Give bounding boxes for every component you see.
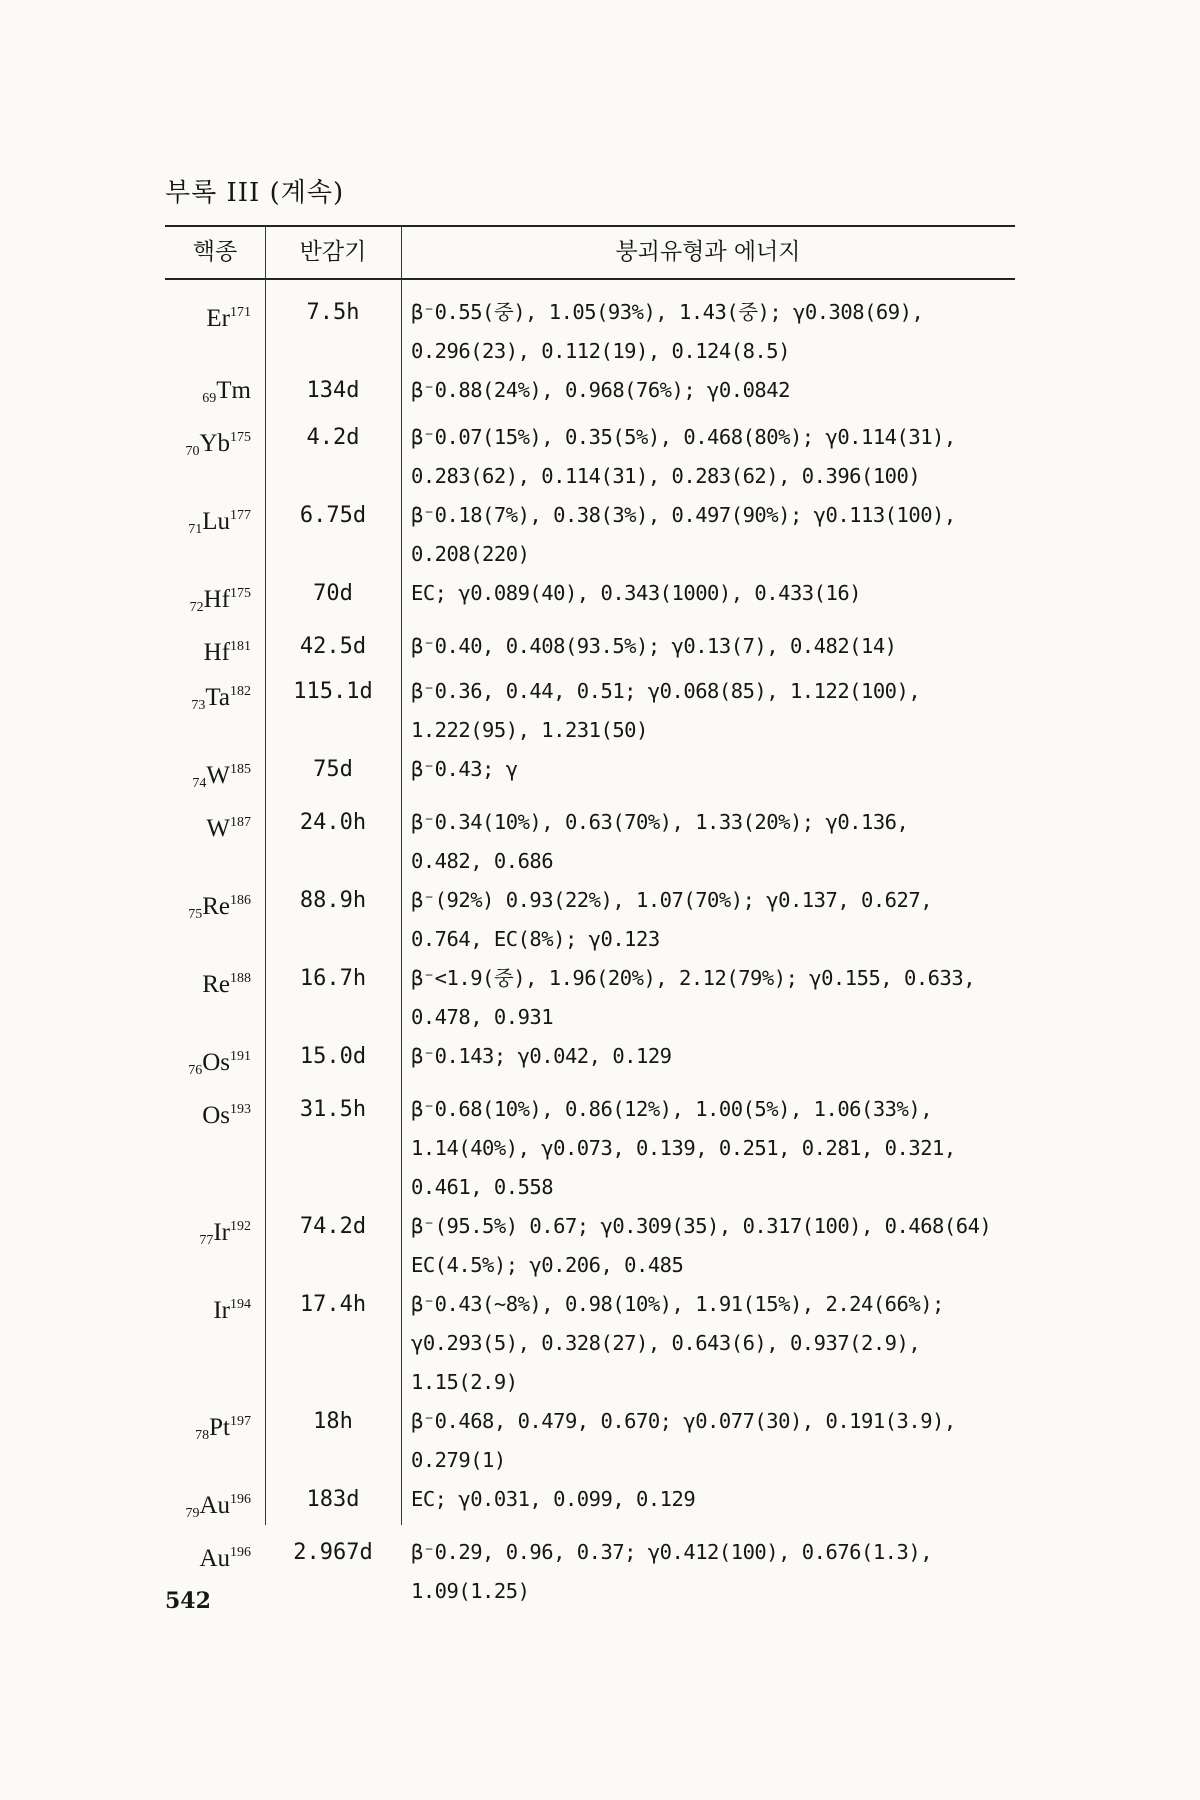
decay-cell	[401, 1533, 1015, 1611]
half-life-cell: 88.9h	[299, 888, 367, 913]
table-row	[165, 1402, 1015, 1480]
atomic-number: 76	[188, 1063, 203, 1078]
atomic-number: 72	[189, 600, 204, 615]
half-life-cell: 4.2d	[306, 425, 360, 450]
decay-cell	[401, 1402, 1015, 1480]
decay-cell	[401, 1480, 1015, 1519]
element-symbol: Ir	[213, 1297, 230, 1324]
table-row	[165, 627, 1015, 672]
decay-line: β⁻0.18(7%), 0.38(3%), 0.497(90%); γ0.113(100),	[411, 503, 956, 527]
half-life-cell: 7.5h	[306, 300, 360, 325]
element-symbol: Pt	[209, 1414, 230, 1441]
decay-cell	[401, 1285, 1015, 1402]
table-header-rule	[165, 278, 1015, 280]
column-header-nuclide: 핵종	[192, 239, 238, 265]
column-header-half-life: 반감기	[299, 239, 367, 265]
page-number: 542	[165, 1588, 211, 1614]
mass-number: 193	[230, 1102, 251, 1117]
decay-cell	[401, 750, 1015, 789]
decay-line: β⁻0.143; γ0.042, 0.129	[411, 1044, 672, 1068]
element-symbol: Hf	[203, 639, 230, 666]
element-symbol: Os	[202, 1049, 230, 1076]
half-life-cell: 74.2d	[299, 1214, 367, 1239]
half-life-cell: 70d	[313, 581, 353, 606]
decay-line: 0.482, 0.686	[411, 849, 554, 873]
decay-line: EC(4.5%); γ0.206, 0.485	[411, 1253, 684, 1277]
atomic-number: 73	[191, 698, 206, 713]
table-row	[165, 293, 1015, 371]
nuclide-cell	[165, 496, 265, 549]
decay-line: 0.208(220)	[411, 542, 530, 566]
table-row	[165, 672, 1015, 750]
mass-number: 186	[230, 893, 251, 908]
half-life-cell: 134d	[306, 378, 360, 403]
table-row	[165, 1285, 1015, 1402]
nuclide-cell	[165, 959, 265, 1004]
table-row	[165, 574, 1015, 627]
table-row	[165, 371, 1015, 418]
element-symbol: Os	[202, 1102, 230, 1129]
decay-cell	[401, 959, 1015, 1037]
element-symbol: W	[206, 762, 230, 789]
decay-line: 1.14(40%), γ0.073, 0.139, 0.251, 0.281, 0.321,	[411, 1136, 956, 1160]
element-symbol: Ir	[213, 1219, 230, 1246]
nuclide-cell	[165, 1480, 265, 1533]
half-life-cell: 42.5d	[299, 634, 367, 659]
table-row	[165, 959, 1015, 1037]
column-header-decay: 붕괴유형과 에너지	[615, 239, 801, 265]
decay-line: EC; γ0.031, 0.099, 0.129	[411, 1487, 696, 1511]
element-symbol: W	[206, 815, 230, 842]
decay-line: β⁻0.468, 0.479, 0.670; γ0.077(30), 0.191(3.9),	[411, 1409, 956, 1433]
decay-line: 0.296(23), 0.112(19), 0.124(8.5)	[411, 339, 790, 363]
mass-number: 171	[230, 305, 251, 320]
half-life-cell: 15.0d	[299, 1044, 367, 1069]
decay-line: 0.478, 0.931	[411, 1005, 554, 1029]
atomic-number: 70	[185, 444, 200, 459]
decay-line: 1.09(1.25)	[411, 1579, 530, 1603]
mass-number: 191	[230, 1049, 251, 1064]
decay-line: 0.764, EC(8%); γ0.123	[411, 927, 660, 951]
decay-cell	[401, 496, 1015, 574]
mass-number: 188	[230, 971, 251, 986]
decay-cell	[401, 881, 1015, 959]
nuclide-cell	[165, 371, 265, 418]
decay-line: 0.461, 0.558	[411, 1175, 554, 1199]
mass-number: 194	[230, 1297, 251, 1312]
nuclide-cell	[165, 750, 265, 803]
half-life-cell: 2.967d	[293, 1540, 373, 1565]
mass-number: 175	[230, 586, 251, 601]
table-row	[165, 750, 1015, 803]
decay-cell	[401, 371, 1015, 410]
half-life-cell: 115.1d	[293, 679, 373, 704]
decay-line: β⁻0.88(24%), 0.968(76%); γ0.0842	[411, 378, 790, 402]
decay-cell	[401, 574, 1015, 613]
decay-line: β⁻0.36, 0.44, 0.51; γ0.068(85), 1.122(100),	[411, 679, 921, 703]
decay-line: 1.222(95), 1.231(50)	[411, 718, 648, 742]
element-symbol: Er	[206, 305, 230, 332]
decay-cell	[401, 1037, 1015, 1076]
half-life-cell: 31.5h	[299, 1097, 367, 1122]
half-life-cell: 18h	[313, 1409, 353, 1434]
nuclide-cell	[165, 803, 265, 848]
table-row	[165, 1480, 1015, 1533]
nuclide-cell	[165, 574, 265, 627]
decay-cell	[401, 627, 1015, 666]
mass-number: 197	[230, 1414, 251, 1429]
table-top-rule	[165, 225, 1015, 227]
nuclide-cell	[165, 1037, 265, 1090]
decay-line: β⁻0.43; γ	[411, 757, 518, 781]
mass-number: 177	[230, 508, 251, 523]
half-life-cell: 17.4h	[299, 1292, 367, 1317]
element-symbol: Hf	[203, 586, 230, 613]
table-row	[165, 418, 1015, 496]
table-row	[165, 881, 1015, 959]
decay-line: β⁻0.68(10%), 0.86(12%), 1.00(5%), 1.06(33%),	[411, 1097, 933, 1121]
nuclide-cell	[165, 672, 265, 725]
atomic-number: 75	[188, 907, 203, 922]
half-life-cell: 183d	[306, 1487, 360, 1512]
atomic-number: 78	[195, 1428, 210, 1443]
half-life-cell: 6.75d	[299, 503, 367, 528]
mass-number: 182	[230, 684, 251, 699]
half-life-cell: 75d	[313, 757, 353, 782]
decay-cell	[401, 293, 1015, 371]
atomic-number: 69	[202, 391, 217, 406]
decay-line: EC; γ0.089(40), 0.343(1000), 0.433(16)	[411, 581, 861, 605]
decay-cell	[401, 803, 1015, 881]
mass-number: 192	[230, 1219, 251, 1234]
decay-line: β⁻0.34(10%), 0.63(70%), 1.33(20%); γ0.136,	[411, 810, 909, 834]
mass-number: 196	[230, 1492, 251, 1507]
table-row	[165, 803, 1015, 881]
table-row	[165, 1533, 1015, 1611]
mass-number: 196	[230, 1545, 251, 1560]
nuclide-cell	[165, 1207, 265, 1260]
element-symbol: Ta	[205, 684, 230, 711]
decay-line: 0.279(1)	[411, 1448, 506, 1472]
decay-cell	[401, 418, 1015, 496]
atomic-number: 77	[199, 1233, 214, 1248]
nuclide-cell	[165, 418, 265, 471]
element-symbol: Lu	[202, 508, 230, 535]
half-life-cell: 16.7h	[299, 966, 367, 991]
element-symbol: Au	[199, 1492, 230, 1519]
decay-cell	[401, 1207, 1015, 1285]
half-life-cell: 24.0h	[299, 810, 367, 835]
nuclide-cell	[165, 293, 265, 338]
decay-cell	[401, 672, 1015, 750]
decay-line: β⁻0.43(~8%), 0.98(10%), 1.91(15%), 2.24(66%);	[411, 1292, 944, 1316]
atomic-number: 79	[185, 1506, 200, 1521]
atomic-number: 74	[192, 776, 207, 791]
nuclide-cell	[165, 881, 265, 934]
decay-cell	[401, 1090, 1015, 1207]
decay-line: β⁻0.29, 0.96, 0.37; γ0.412(100), 0.676(1.3),	[411, 1540, 933, 1564]
nuclide-cell	[165, 1402, 265, 1455]
atomic-number: 71	[188, 522, 203, 537]
decay-line: β⁻0.55(중), 1.05(93%), 1.43(중); γ0.308(69),	[411, 300, 924, 324]
nuclide-cell	[165, 1090, 265, 1135]
decay-line: β⁻0.07(15%), 0.35(5%), 0.468(80%); γ0.114(31),	[411, 425, 956, 449]
element-symbol: Yb	[199, 430, 230, 457]
element-symbol: Re	[202, 971, 230, 998]
decay-line: 0.283(62), 0.114(31), 0.283(62), 0.396(100)	[411, 464, 921, 488]
decay-line: β⁻(92%) 0.93(22%), 1.07(70%); γ0.137, 0.627,	[411, 888, 933, 912]
element-symbol: Au	[199, 1545, 230, 1572]
mass-number: 181	[230, 639, 251, 654]
page-header: 부록 III (계속)	[165, 178, 345, 208]
decay-line: β⁻<1.9(중), 1.96(20%), 2.12(79%); γ0.155, 0.633,	[411, 966, 976, 990]
decay-line: β⁻0.40, 0.408(93.5%); γ0.13(7), 0.482(14)	[411, 634, 897, 658]
mass-number: 187	[230, 815, 251, 830]
mass-number: 175	[230, 430, 251, 445]
decay-line: β⁻(95.5%) 0.67; γ0.309(35), 0.317(100), 0.468(64)	[411, 1214, 992, 1238]
decay-line: 1.15(2.9)	[411, 1370, 518, 1394]
table-row	[165, 1037, 1015, 1090]
nuclide-cell	[165, 1285, 265, 1330]
table-row	[165, 1090, 1015, 1207]
table-body	[165, 293, 1015, 1611]
nuclide-cell	[165, 627, 265, 672]
table-row	[165, 496, 1015, 574]
nuclide-cell	[165, 1533, 265, 1578]
table-row	[165, 1207, 1015, 1285]
element-symbol: Re	[202, 893, 230, 920]
decay-line: γ0.293(5), 0.328(27), 0.643(6), 0.937(2.9),	[411, 1331, 921, 1355]
element-symbol: Tm	[216, 377, 251, 404]
mass-number: 185	[230, 762, 251, 777]
